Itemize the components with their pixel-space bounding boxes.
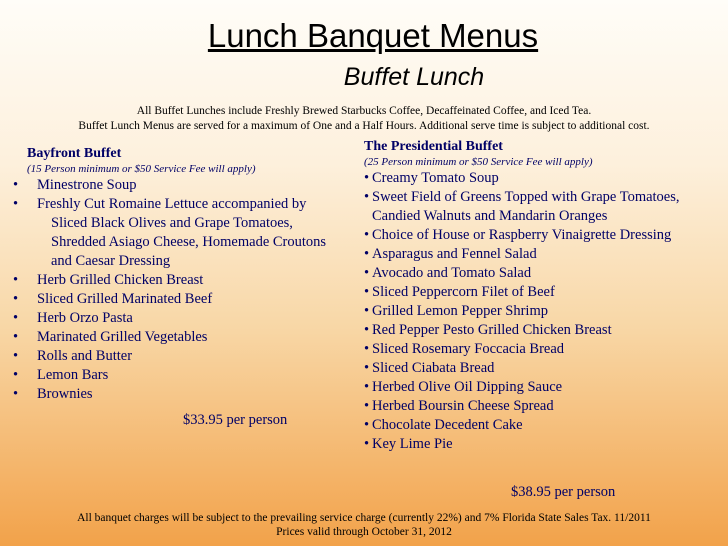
list-item: • Sliced Rosemary Foccacia Bread (364, 340, 728, 359)
list-item: • Brownies (27, 385, 337, 404)
list-item: • Creamy Tomato Soup (364, 169, 728, 188)
list-item: • Herb Orzo Pasta (27, 309, 337, 328)
list-item: • Grilled Lemon Pepper Shrimp (364, 302, 728, 321)
list-item: • Rolls and Butter (27, 347, 337, 366)
list-item: • Sliced Peppercorn Filet of Beef (364, 283, 728, 302)
list-item: • Key Lime Pie (364, 435, 728, 454)
list-item: • Choice of House or Raspberry Vinaigrette Dressing (364, 226, 728, 245)
included-beverages-note: All Buffet Lunches include Freshly Brewed Starbucks Coffee, Decaffeinated Coffee, and Iced Tea. (136, 105, 592, 117)
bayfront-buffet-title: Bayfront Buffet (27, 146, 122, 161)
list-item: • Herb Grilled Chicken Breast (27, 271, 337, 290)
list-item: • Marinated Grilled Vegetables (27, 328, 337, 347)
list-item: • Chocolate Decedent Cake (364, 416, 728, 435)
presidential-buffet-title: The Presidential Buffet (364, 139, 503, 154)
service-charge-note: All banquet charges will be subject to the prevailing service charge (currently 22%) and 7% Florida State Sales Tax. 11/2011 (77, 512, 651, 524)
list-item: • Lemon Bars (27, 366, 337, 385)
list-item: • Red Pepper Pesto Grilled Chicken Breast (364, 321, 728, 340)
bayfront-buffet-column (27, 145, 337, 404)
list-item: • Sliced Ciabata Bread (364, 359, 728, 378)
bayfront-buffet-price: $33.95 per person (183, 412, 288, 428)
bayfront-buffet-minimum: (15 Person minimum or $50 Service Fee will apply) (27, 163, 256, 175)
page-subtitle: Buffet Lunch (343, 63, 485, 91)
presidential-buffet-column (364, 138, 728, 454)
price-validity-note: Prices valid through October 31, 2012 (276, 526, 452, 538)
serve-time-note: Buffet Lunch Menus are served for a maximum of One and a Half Hours. Additional serve time is subject to additional cost. (78, 120, 650, 132)
presidential-buffet-items (364, 169, 728, 454)
presidential-buffet-price: $38.95 per person (511, 484, 616, 500)
list-item: • Sliced Grilled Marinated Beef (27, 290, 337, 309)
list-item: • Sweet Field of Greens Topped with Grape Tomatoes, Candied Walnuts and Mandarin Oranges (364, 188, 728, 226)
list-item: • Avocado and Tomato Salad (364, 264, 728, 283)
list-item: • Herbed Olive Oil Dipping Sauce (364, 378, 728, 397)
presidential-buffet-minimum: (25 Person minimum or $50 Service Fee will apply) (364, 156, 593, 168)
list-item: • Herbed Boursin Cheese Spread (364, 397, 728, 416)
list-item: • Asparagus and Fennel Salad (364, 245, 728, 264)
page-title: Lunch Banquet Menus (207, 17, 539, 54)
list-item: • Minestrone Soup (27, 176, 337, 195)
bayfront-buffet-items (27, 176, 337, 404)
list-item: • Freshly Cut Romaine Lettuce accompanied by Sliced Black Olives and Grape Tomatoes, Shredded Asiago Cheese, Homemade Croutons and Caesar Dressing (27, 195, 337, 271)
